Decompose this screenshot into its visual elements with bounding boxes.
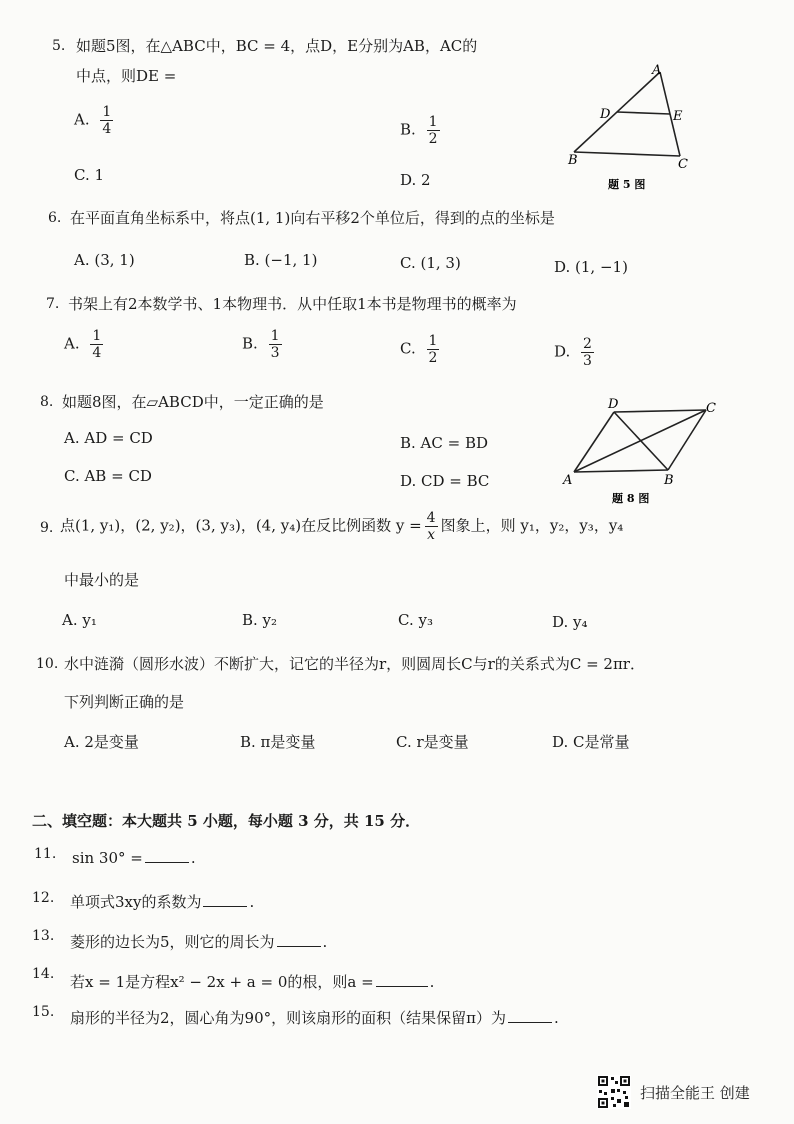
- q8-label-b: B: [664, 473, 674, 488]
- q14-number: 14.: [32, 966, 55, 982]
- q6-option-a: A. (3, 1): [74, 251, 135, 269]
- q9-text-line2: 中最小的是: [64, 571, 140, 589]
- q5-option-a-fraction: $\frac{1}{4}$: [102, 104, 112, 137]
- q7-option-c-fraction: $\frac{1}{2}$: [428, 333, 438, 366]
- q14-text: 若x = 1是方程x² − 2x + a = 0的根，则a = .: [70, 973, 435, 991]
- q5-option-d: D. 2: [400, 171, 431, 189]
- q10-option-b: B. π是变量: [240, 733, 316, 751]
- q6-number: 6.: [48, 210, 62, 226]
- q13-answer-blank: [277, 932, 321, 947]
- q9-option-b: B. y₂: [242, 611, 278, 629]
- q7-option-b-fraction: $\frac{1}{3}$: [270, 328, 280, 361]
- q8-option-a: A. AD = CD: [64, 429, 153, 447]
- q8-text: 如题8图，在▱ABCD中，一定正确的是: [62, 393, 324, 411]
- q11-number: 11.: [34, 846, 57, 862]
- q7-text: 书架上有2本数学书、1本物理书．从中任取1本书是物理书的概率为: [68, 295, 517, 313]
- q5-label-d: D: [600, 107, 611, 122]
- q6-option-d: D. (1, −1): [554, 258, 628, 276]
- q5-option-b: B. $\frac{1}{2}$: [400, 114, 438, 147]
- q8-option-d: D. CD = BC: [400, 472, 490, 490]
- q12-answer-blank: [203, 892, 247, 907]
- q6-option-b: B. (−1, 1): [244, 251, 318, 269]
- q5-triangle-figure: [560, 60, 700, 195]
- q5-label-a: A: [652, 63, 662, 78]
- q5-label-e: E: [673, 109, 683, 124]
- q9-option-d: D. y₄: [552, 613, 588, 631]
- q7-number: 7.: [46, 296, 60, 312]
- q10-option-a: A. 2是变量: [64, 733, 139, 751]
- q8-label-d: D: [608, 397, 619, 412]
- q7-option-c: C. $\frac{1}{2}$: [400, 333, 438, 366]
- q12-text: 单项式3xy的系数为 .: [70, 893, 255, 911]
- q9-option-c: C. y₃: [398, 611, 433, 629]
- q5-label-c: C: [678, 157, 688, 172]
- q10-text-line1: 水中涟漪（圆形水波）不断扩大，记它的半径为r，则圆周长C与r的关系式为C = 2πr．: [64, 655, 645, 673]
- q8-label-c: C: [706, 401, 716, 416]
- q5-option-c: C. 1: [74, 166, 105, 184]
- q5-number: 5.: [52, 38, 66, 54]
- q10-text-line2: 下列判断正确的是: [64, 693, 185, 711]
- scanner-watermark: 扫描全能王 创建: [640, 1084, 750, 1102]
- q8-option-c: C. AB = CD: [64, 467, 152, 485]
- q11-answer-blank: [145, 848, 189, 863]
- q11-text: sin 30° = .: [72, 849, 196, 867]
- q9-option-a: A. y₁: [62, 611, 97, 629]
- q8-label-a: A: [563, 473, 573, 488]
- q13-number: 13.: [32, 928, 55, 944]
- section-2-heading: 二、填空题：本大题共 5 小题，每小题 3 分，共 15 分．: [32, 812, 421, 830]
- q5-text-line2: 中点，则DE =: [76, 67, 177, 85]
- qr-code-icon: [597, 1075, 631, 1109]
- q6-option-c: C. (1, 3): [400, 254, 461, 272]
- q8-parallelogram-figure: [560, 396, 720, 508]
- q5-text-line1: 如题5图，在△ABC中，BC = 4，点D，E分别为AB，AC的: [76, 37, 478, 55]
- q10-option-d: D. C是常量: [552, 733, 630, 751]
- q9-number: 9.: [40, 520, 54, 536]
- q15-text: 扇形的半径为2，圆心角为90°，则该扇形的面积（结果保留π）为 .: [70, 1009, 559, 1027]
- q15-answer-blank: [508, 1008, 552, 1023]
- q9-function-fraction: $\frac{4}{x}$: [426, 510, 436, 543]
- q12-number: 12.: [32, 890, 55, 906]
- q10-option-c: C. r是变量: [396, 733, 469, 751]
- q7-option-a-fraction: $\frac{1}{4}$: [92, 328, 102, 361]
- q14-answer-blank: [376, 972, 428, 987]
- q10-number: 10.: [36, 656, 59, 672]
- q6-text: 在平面直角坐标系中，将点(1, 1)向右平移2个单位后，得到的点的坐标是: [70, 209, 555, 227]
- q7-option-a: A. $\frac{1}{4}$: [64, 328, 102, 361]
- q7-option-d: D. $\frac{2}{3}$: [554, 336, 592, 369]
- q5-option-a: A. $\frac{1}{4}$: [74, 104, 112, 137]
- q7-option-d-fraction: $\frac{2}{3}$: [583, 336, 592, 369]
- q5-figure-caption: 题 5 图: [608, 178, 646, 191]
- q8-number: 8.: [40, 394, 54, 410]
- q7-option-b: B. $\frac{1}{3}$: [242, 328, 280, 361]
- q8-option-b: B. AC = BD: [400, 434, 489, 452]
- q15-number: 15.: [32, 1004, 55, 1020]
- q5-option-b-fraction: $\frac{1}{2}$: [428, 114, 438, 147]
- q5-label-b: B: [568, 153, 578, 168]
- q8-figure-caption: 题 8 图: [612, 492, 650, 505]
- q13-text: 菱形的边长为5，则它的周长为 .: [70, 933, 328, 951]
- q9-text: 点(1, y₁)，(2, y₂)，(3, y₃)，(4, y₄)在反比例函数 y = $\frac{4}{x}$ 图象上，则 y₁，y₂，y₃，y₄: [60, 510, 624, 543]
